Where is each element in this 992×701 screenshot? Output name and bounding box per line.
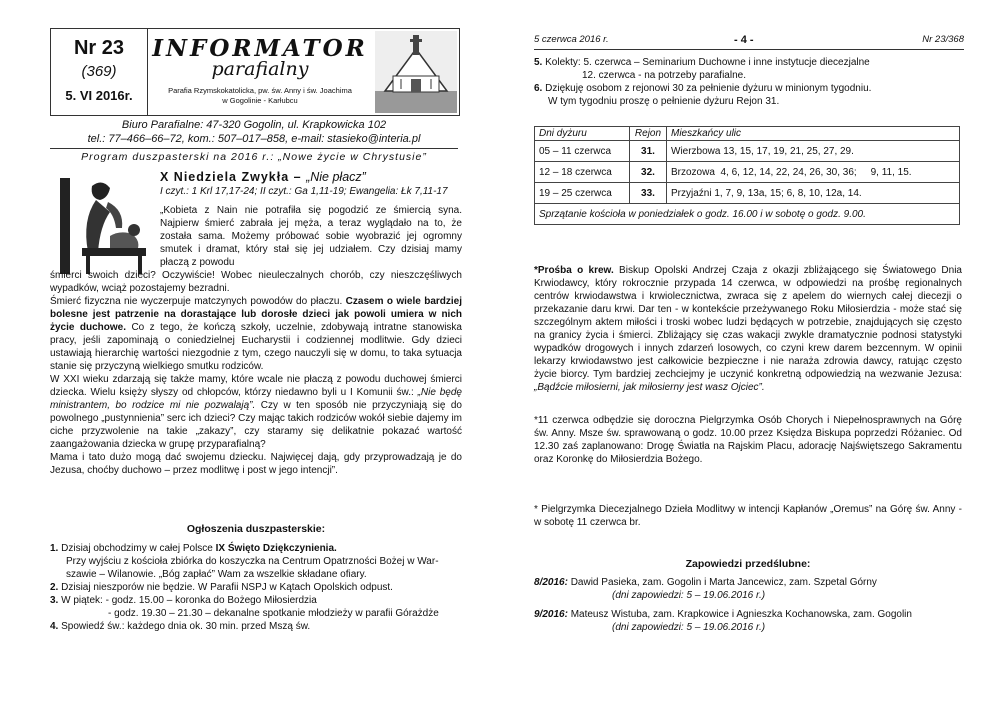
table-footer-row: [535, 204, 960, 225]
left-page: [30, 0, 466, 701]
column-header: Dni dyżuru: [535, 127, 630, 141]
parish-line-2: w Gogolinie - Karłubcu: [222, 96, 298, 105]
notice-lead: *Prośba o krew.: [534, 265, 614, 276]
banns-number: 8/2016:: [534, 577, 568, 588]
page-header: [534, 34, 964, 48]
duty-days: 05 – 11 czerwca: [535, 141, 630, 162]
sunday-name: X Niedziela Zwykła –: [160, 170, 302, 184]
announcement-item: [50, 581, 462, 594]
pilgrimage-sick-notice: *11 czerwca odbędzie się doroczna Pielgrzymka Osób Chorych i Niepełnosprawnych na Górę św. Anny. Msze św. sprawowaną o godz. 10.00 przez Księdza Biskupa poprzedzi Różaniec. Od 12.30 zaś zaplanowano: Drogę Światła na Rajskim Placu, adorację Najświętszego Sakramentu oraz Koronkę do Miłosierdzia Bożego.: [534, 415, 962, 465]
notice-text: Biskup Opolski Andrzej Czaja z okazji zbliżającego się Światowego Dnia Krwiodawcy, który rokrocznie przypada 14 czerwca, w odpowiedzi na prośbę regionalnych centrów krwiodawstwa i krwiolecznictwa, zwraca się z apelem do wiernych całej diecezji o przekazanie daru krwi. Dar ten - w kontekście przeżywanego Roku Miłosierdzia - może stać się szczególnym aktem miłości i troski wobec ludzi będących w potrzebie, znajdujących się często na granicy życia i śmierci. Zbliżający się czas wakacji zwykle dramatycznie podnosi statystyki wypadków drogowych i innych zdarzeń losowych, co czyni krew darem bezcennym. W opinii lekarzy krwiodawstwo jest całkowicie bezpieczne i nie naraża zdrowia dawcy, ratując często życie biorcy. Tym bardziej zechciejmy je uczynić konkretną odpowiedzią na wezwanie Jezusa:: [534, 265, 962, 380]
homily-paragraph: śmierci swoich dzieci? Oczywiście! Wobec nieuleczalnych chorób, czy nieszczęśliwych wypadków, wciąż pozostajemy bezradni.: [50, 270, 462, 294]
item-number: 3.: [50, 595, 59, 606]
item-text: Spowiedź św.: każdego dnia ok. 30 min. przed Mszą św.: [61, 621, 311, 632]
announcement-line: W tym tygodniu proszę o pełnienie dyżuru Rejon 31.: [548, 96, 780, 107]
homily-text: W XXI wieku zdarzają się także mamy, które wcale nie płaczą z powodu duchowej śmierci dziecka. Wielu księży słyszy od chłopców, którzy niedawno byli u I Komunii św.:: [50, 374, 462, 398]
homily-intro: „Kobieta z Nain nie potrafiła się pogodzić ze śmiercią syna. Najpierw śmierć zabrała jej męża, a teraz wyglądało na to, że została sama. Możemy próbować sobie wyobrazić jej ogromny smutek i dramat, który stał się jej udziałem. Czy dzisiaj mamy płaczą z powodu: [160, 205, 462, 268]
parish-name: [151, 86, 369, 106]
homily-body: [50, 269, 462, 477]
duty-region: 32.: [630, 162, 667, 183]
banns-couple: Mateusz Wistuba, zam. Krapkowice i Agnieszka Kochanowska, zam. Gogolin: [570, 609, 912, 620]
issue-sequence: (369): [81, 63, 117, 80]
announcement-item: [534, 82, 964, 95]
duty-streets: Przyjaźni 1, 7, 9, 13a, 15; 6, 8, 10, 12a, 14.: [667, 183, 960, 204]
item-number: 2.: [50, 582, 59, 593]
homily-paragraph: Mama i tato dużo mogą dać swojemu dziecku. Najwięcej dają, gdy przyprowadzają je do Jezusa, choćby duchowo – przez modlitwę i post w jego intencji”.: [50, 452, 462, 476]
contact-line: tel.: 77–466–66–72, kom.: 507–017–858, e-mail: stasieko@interia.pl: [87, 133, 421, 145]
homily-text: Co z tego, że kończą szkoły, uczelnie, zdobywają intratne stanowiska pracy, jeśli zapominają o coniedzielnej Eucharystii i codziennej modlitwie. Gdy dzieci ustawiają hierarchię wartości niezgodnie z tym, czego nauczyli się w domu, to taka sytuacja stanie się przyczyną wielkiego smutku rodziców.: [50, 322, 462, 372]
item-text: Dzisiaj nieszporów nie będzie. W Parafii NSPJ w Kątach Opolskich odpust.: [61, 582, 393, 593]
item-text: Dzisiaj obchodzimy w całej Polsce: [61, 543, 213, 554]
item-text: W piątek: - godz. 15.00 – koronka do Bożego Miłosierdzia: [61, 595, 317, 606]
table-row: [535, 141, 960, 162]
duty-streets: Brzozowa 4, 6, 12, 14, 22, 24, 26, 30, 36; 9, 11, 15.: [667, 162, 960, 183]
duty-region: 31.: [630, 141, 667, 162]
item-number: 6.: [534, 83, 543, 94]
notice-quote: „Bądźcie miłosierni, jak miłosierny jest wasz Ojciec”.: [534, 382, 765, 393]
homily-paragraph: [50, 373, 462, 451]
item-number: 1.: [50, 543, 59, 554]
cleaning-note: Sprzątanie kościoła w poniedziałek o godz. 16.00 i w sobotę o godz. 9.00.: [535, 204, 960, 225]
announcement-line: - godz. 19.30 – 21.30 – dekanalne spotkanie młodzieży w parafii Górażdże: [108, 608, 439, 619]
masthead: [50, 28, 460, 116]
item-emphasis: IX Święto Dziękczynienia.: [215, 543, 337, 554]
announcement-line: szawie – Wilanowie. „Bóg zapłać” Wam za wszelkie składane ofiary.: [66, 569, 367, 580]
announcement-line: 12. czerwca - na potrzeby parafialne.: [582, 70, 746, 81]
issue-number: Nr 23: [73, 37, 125, 59]
announcement-item: [50, 620, 462, 633]
homily-paragraph: [50, 295, 462, 373]
duty-region: 33.: [630, 183, 667, 204]
announcement-item: [50, 594, 462, 607]
newsletter-title: INFORMATOR: [152, 35, 368, 62]
table-row: [535, 183, 960, 204]
announcement-item: [534, 56, 964, 69]
banns-dates: (dni zapowiedzi: 5 – 19.06.2016 r.): [612, 590, 766, 601]
item-text: Dziękuję osobom z rejonowi 30 za pełnienie dyżuru w minionym tygodniu.: [545, 83, 872, 94]
newsletter-subtitle: parafialny: [211, 58, 309, 80]
header-date: 5 czerwca 2016 r.: [534, 34, 609, 45]
item-number: 4.: [50, 621, 59, 632]
column-header: Rejon: [630, 127, 667, 141]
announcements-heading: Ogłoszenia duszpasterskie:: [186, 523, 326, 535]
issue-box: [51, 29, 148, 115]
sunday-readings: I czyt.: 1 Krl 17,17-24; II czyt.: Ga 1,11-19; Ewangelia: Łk 7,11-17: [160, 186, 448, 197]
blood-donation-notice: [534, 264, 962, 394]
homily-quote: „Nie będę ministrantem, bo rodzice mi nie pozwalają”.: [50, 387, 462, 411]
banns-heading: Zapowiedzi przedślubne:: [685, 558, 811, 570]
table-header-row: [535, 127, 960, 141]
issue-date: 5. VI 2016r.: [65, 88, 133, 103]
sunday-title: [160, 170, 366, 184]
parish-line-1: Parafia Rzymskokatolicka, pw. św. Anny i św. Joachima: [168, 86, 352, 95]
right-page: [528, 0, 968, 701]
announcements-list: [50, 542, 462, 633]
homily-text: Śmierć fizyczna nie wyczerpuje matczynych powodów do płaczu.: [50, 296, 343, 307]
banns-item: [534, 576, 962, 589]
pastoral-program: Program duszpasterski na 2016 r.: „Nowe życie w Chrystusie”: [50, 148, 458, 163]
banns-number: 9/2016:: [534, 609, 568, 620]
announcements-continued: [534, 56, 964, 108]
banns-list: [534, 576, 962, 634]
duty-days: 12 – 18 czerwca: [535, 162, 630, 183]
homily-emphasis: Czasem o wiele bardziej bolesne jest patrzenie na dorastające lub dorosłe dzieci jak powoli umiera w nich życie duchowe.: [50, 296, 463, 333]
parish-address: [50, 118, 458, 146]
header-issue: Nr 23/368: [922, 34, 964, 45]
page-number: - 4 -: [734, 34, 754, 46]
announcement-item: [50, 542, 462, 555]
pilgrimage-oremus-notice: * Pielgrzymka Diecezjalnego Dzieła Modlitwy w intencji Kapłanów „Oremus” na Górę św. Anny - w sobotę 11 czerwca br.: [534, 504, 962, 528]
header-divider: [534, 49, 964, 50]
banns-couple: Dawid Pasieka, zam. Gogolin i Marta Jancewicz, zam. Szpetal Górny: [570, 577, 877, 588]
address-line: Biuro Parafialne: 47-320 Gogolin, ul. Krapkowicka 102: [121, 119, 387, 131]
banns-dates: (dni zapowiedzi: 5 – 19.06.2016 r.): [612, 622, 766, 633]
duty-streets: Wierzbowa 13, 15, 17, 19, 21, 25, 27, 29.: [667, 141, 960, 162]
announcement-line: Przy wyjściu z kościoła zbiórka do koszyczka na Centrum Opatrzności Bożej w War-: [66, 556, 439, 567]
item-text: Kolekty: 5. czerwca – Seminarium Duchowne i inne instytucje diecezjalne: [545, 57, 870, 68]
title-box: [151, 35, 369, 106]
duty-days: 19 – 25 czerwca: [535, 183, 630, 204]
table-row: [535, 162, 960, 183]
banns-item: [534, 608, 962, 621]
resurrection-illustration-icon: [52, 172, 152, 278]
item-number: 5.: [534, 57, 543, 68]
duty-table: [534, 126, 960, 225]
column-header: Mieszkańcy ulic: [667, 127, 960, 141]
church-icon: [375, 31, 457, 113]
sunday-motto: „Nie płacz”: [306, 170, 366, 184]
homily-text: Czy w ten sposób nie przyczyniają się do powolnego „pustynnienia” serc ich dzieci? Czy mając takich rodziców wokół siebie dajemy im ciche przyzwolenie na takie „zakazy”, czy staramy się delikatnie pokazać wartość zaangażowania dziecka w grupę przyparafialną?: [50, 400, 462, 450]
